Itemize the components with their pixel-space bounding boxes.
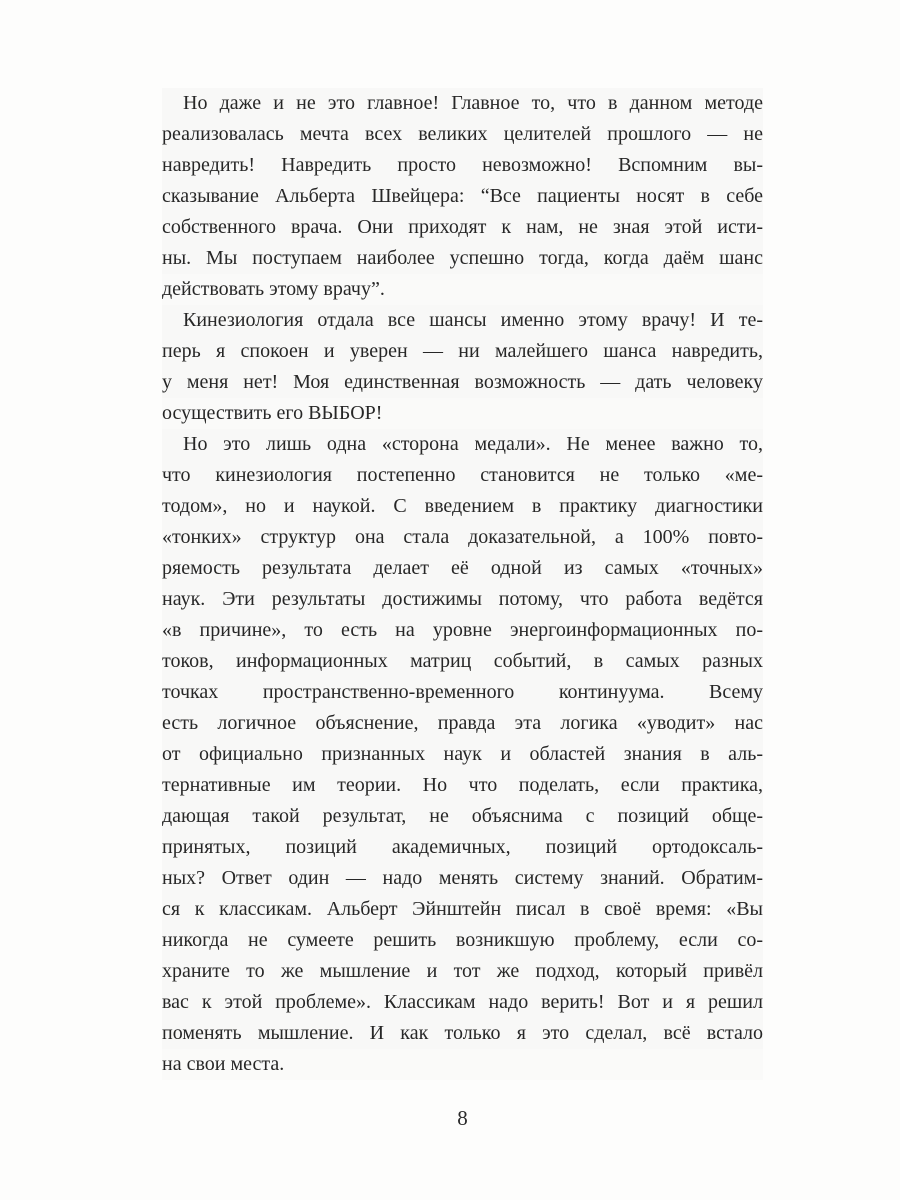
text-line: тернативные им теории. Но что поделать, если практика, <box>162 774 763 796</box>
text-line: тодом», но и наукой. С введением в практику диагностики <box>162 495 763 517</box>
text-line: принятых, позиций академичных, позиций ортодоксаль- <box>162 836 763 858</box>
text-line: осуществить его ВЫБОР! <box>162 402 383 424</box>
paragraph-2 <box>162 305 763 429</box>
text-line: у меня нет! Моя единственная возможность — дать человеку <box>162 371 763 393</box>
text-line: реализовалась мечта всех великих целителей прошлого — не <box>162 123 763 145</box>
text-line: от официально признанных наук и областей знания в аль- <box>162 743 763 765</box>
text-line: есть логичное объяснение, правда эта логика «уводит» нас <box>162 712 763 734</box>
text-line: наук. Эти результаты достижимы потому, что работа ведётся <box>162 588 763 610</box>
text-block <box>162 88 763 1080</box>
text-line: что кинезиология постепенно становится не только «ме- <box>162 464 763 486</box>
text-line: поменять мышление. И как только я это сделал, всё встало <box>162 1022 763 1044</box>
text-line: ся к классикам. Альберт Эйнштейн писал в своё время: «Вы <box>162 898 763 920</box>
paragraph-3 <box>162 429 763 1080</box>
text-line: ряемость результата делает её одной из самых «точных» <box>162 557 763 579</box>
paragraph-1 <box>162 88 763 305</box>
text-line: сказывание Альберта Швейцера: “Все пациенты носят в себе <box>162 185 763 207</box>
text-line: вас к этой проблеме». Классикам надо верить! Вот и я решил <box>162 991 763 1013</box>
text-line: Но это лишь одна «сторона медали». Не менее важно то, <box>183 433 763 455</box>
text-line: ны. Мы поступаем наиболее успешно тогда, когда даём шанс <box>162 247 763 269</box>
text-line: «в причине», то есть на уровне энергоинформационных по- <box>162 619 763 641</box>
text-line: Кинезиология отдала все шансы именно этому врачу! И те- <box>183 309 763 331</box>
text-line: токов, информационных матриц событий, в самых разных <box>162 650 763 672</box>
text-line: храните то же мышление и тот же подход, который привёл <box>162 960 763 982</box>
text-line: действовать этому врачу”. <box>162 278 385 300</box>
page-number: 8 <box>457 1106 468 1130</box>
text-line: ных? Ответ один — надо менять систему знаний. Обратим- <box>162 867 763 889</box>
text-line: навредить! Навредить просто невозможно! Вспомним вы- <box>162 154 763 176</box>
text-line: собственного врача. Они приходят к нам, не зная этой исти- <box>162 216 763 238</box>
text-line: Но даже и не это главное! Главное то, что в данном методе <box>183 92 763 114</box>
text-line: дающая такой результат, не объяснима с позиций обще- <box>162 805 763 827</box>
text-line: перь я спокоен и уверен — ни малейшего шанса навредить, <box>162 340 763 362</box>
text-line: на свои места. <box>162 1053 285 1075</box>
text-line: точках пространственно-временного континуума. Всему <box>162 681 763 703</box>
text-line: никогда не сумеете решить возникшую проблему, если со- <box>162 929 763 951</box>
text-line: «тонких» структур она стала доказательной, а 100% повто- <box>162 526 763 548</box>
